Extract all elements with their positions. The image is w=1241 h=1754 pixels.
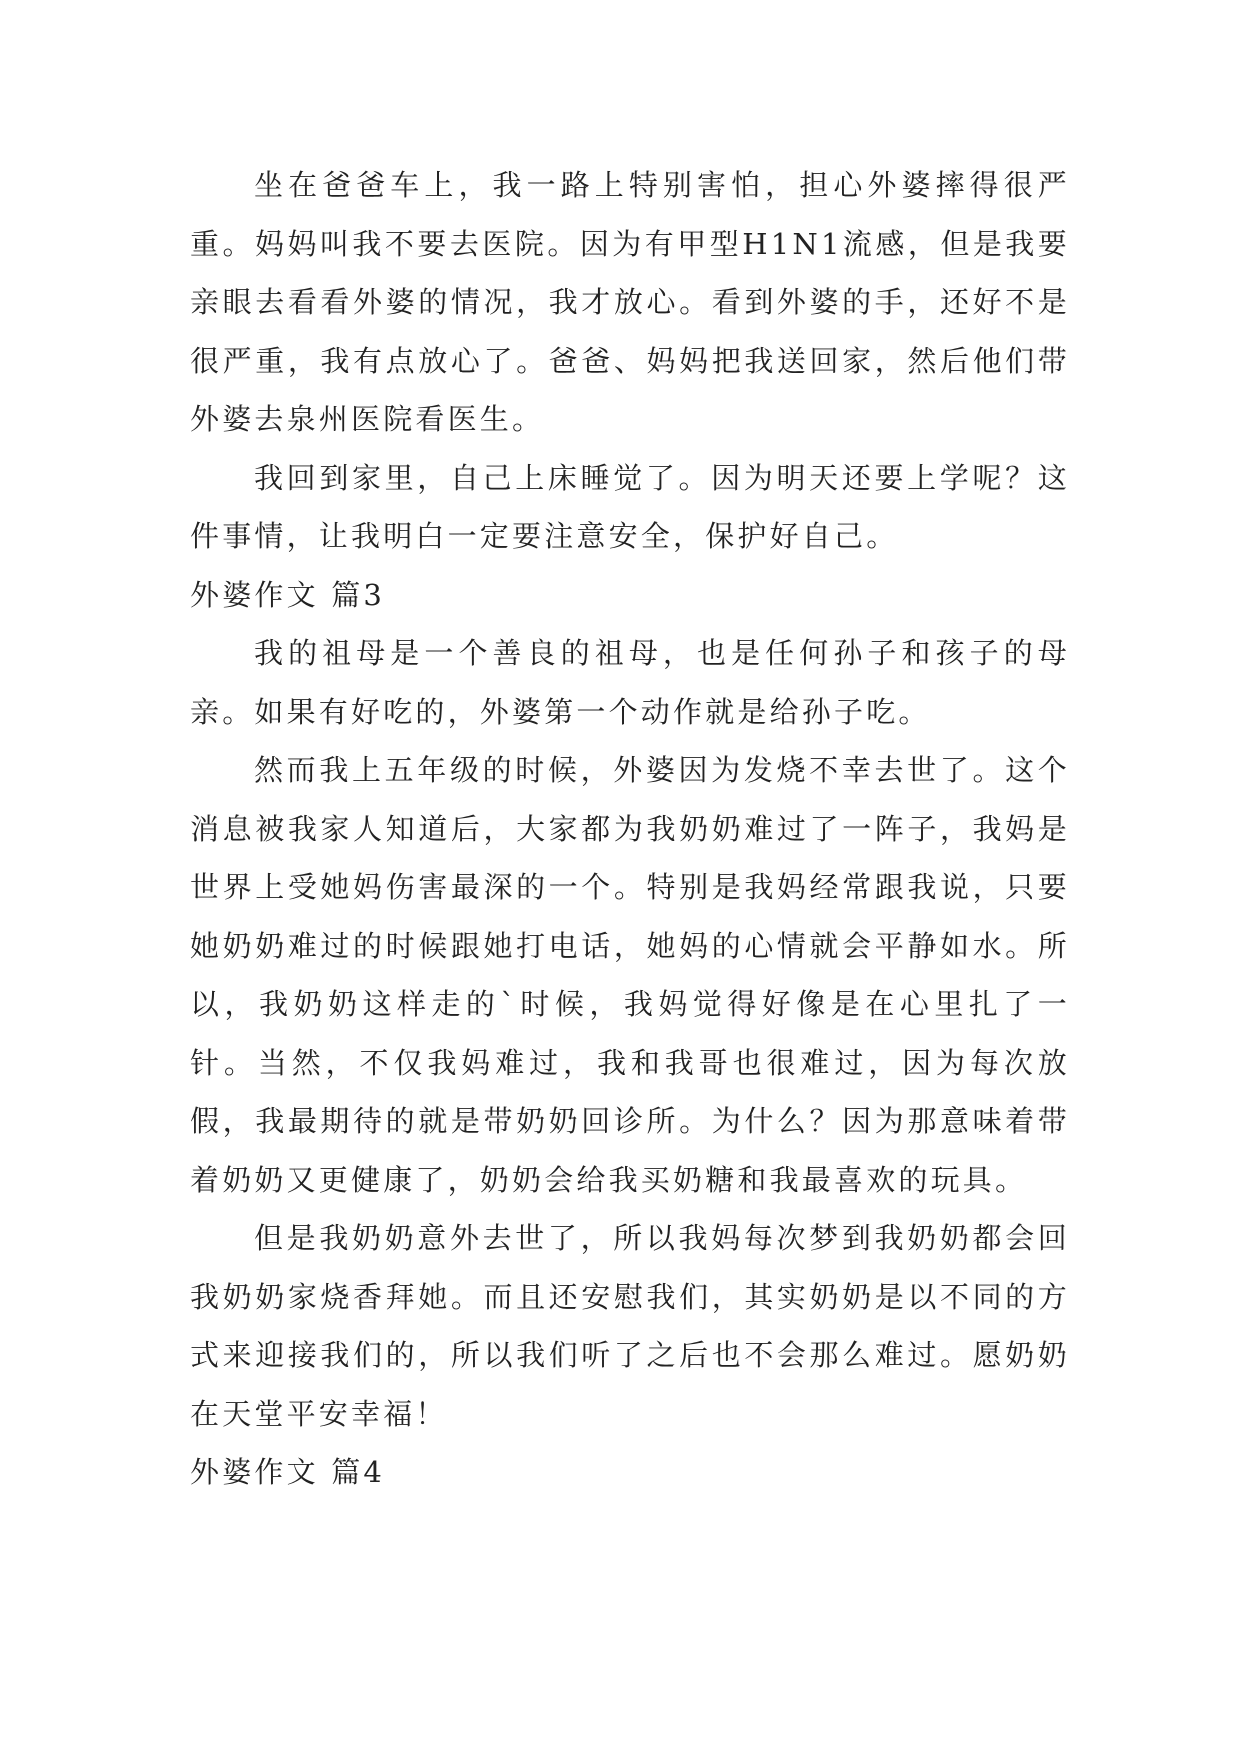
paragraph-going-home: 我回到家里，自己上床睡觉了。因为明天还要上学呢？这件事情，让我明白一定要注意安全，保护好自己。	[190, 460, 1070, 553]
paragraph-grandmother-passed: 然而我上五年级的时候，外婆因为发烧不幸去世了。这个消息被我家人知道后，大家都为我奶奶难过了一阵子，我妈是世界上受她妈伤害最深的一个。特别是我妈经常跟我说，只要她奶奶难过的时候跟她打电话，她妈的心情就会平静如水。所以，我奶奶这样走的`时候，我妈觉得好像是在心里扎了一针。当然，不仅我妈难过，我和我哥也很难过，因为每次放假，我最期待的就是带奶奶回诊所。为什么？因为那意味着带着奶奶又更健康了，奶奶会给我买奶糖和我最喜欢的玩具。	[190, 753, 1070, 1197]
paragraph-hospital-trip: 坐在爸爸车上，我一路上特别害怕，担心外婆摔得很严重。妈妈叫我不要去医院。因为有甲型H1N1流感，但是我要亲眼去看看外婆的情况，我才放心。看到外婆的手，还好不是很严重，我有点放心了。爸爸、妈妈把我送回家，然后他们带外婆去泉州医院看医生。	[190, 168, 1070, 436]
paragraph-grandmother-kind: 我的祖母是一个善良的祖母，也是任何孙子和孩子的母亲。如果有好吃的，外婆第一个动作就是给孙子吃。	[190, 636, 1070, 729]
section-heading-4: 外婆作文 篇4	[190, 1455, 386, 1489]
section-heading-3: 外婆作文 篇3	[190, 577, 386, 612]
document-body	[190, 156, 1070, 1502]
paragraph-blessing: 但是我奶奶意外去世了，所以我妈每次梦到我奶奶都会回我奶奶家烧香拜她。而且还安慰我们，其实奶奶是以不同的方式来迎接我们的，所以我们听了之后也不会那么难过。愿奶奶在天堂平安幸福！	[190, 1221, 1070, 1431]
